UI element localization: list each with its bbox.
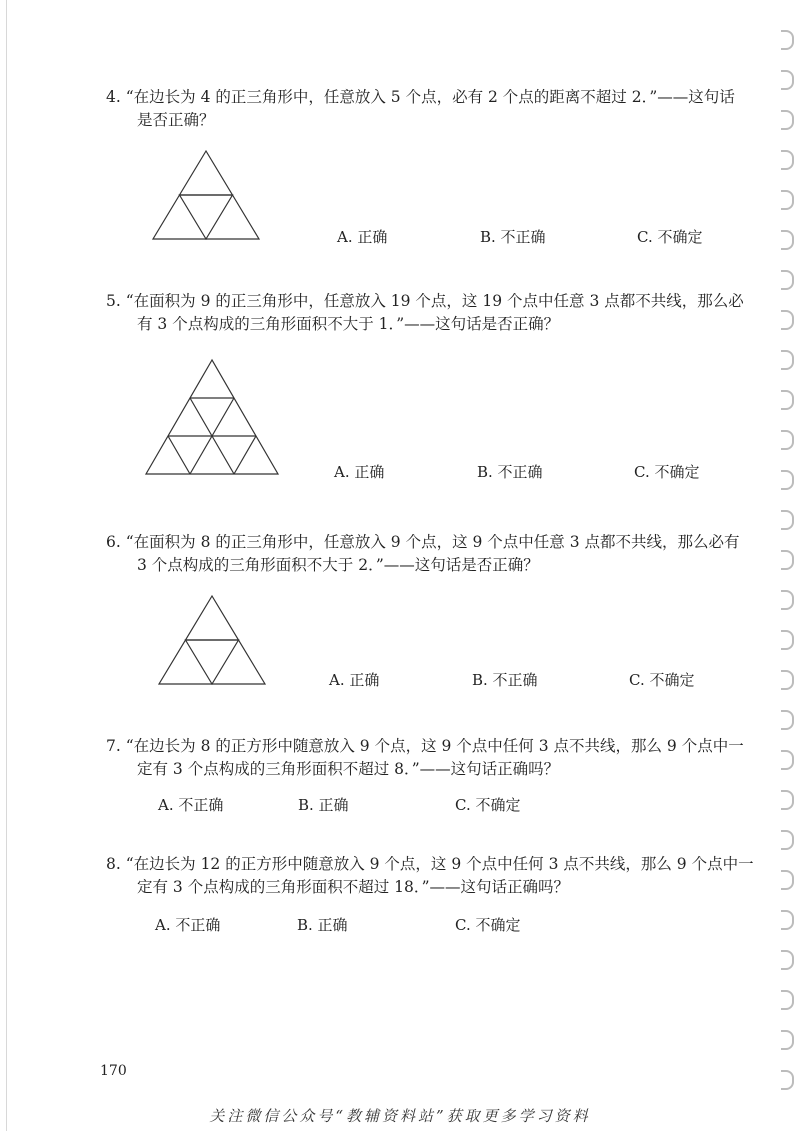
question-7-stem-line1: 7. “在边长为 8 的正方形中随意放入 9 个点，这 9 个点中任何 3 点不共线，那么 9 个点中一 bbox=[106, 737, 744, 755]
question-4-option-c[interactable]: C. 不确定 bbox=[637, 228, 703, 246]
question-6-stem-line1: 6. “在面积为 8 的正三角形中，任意放入 9 个点，这 9 个点中任意 3 点都不共线，那么必有 bbox=[106, 533, 740, 551]
page-number: 170 bbox=[100, 1063, 127, 1079]
spiral-binding-rings bbox=[760, 20, 800, 1120]
question-8-stem-line1: 8. “在边长为 12 的正方形中随意放入 9 个点，这 9 个点中任何 3 点不共线，那么 9 个点中一 bbox=[106, 855, 754, 873]
question-5-triangle-figure bbox=[143, 357, 281, 477]
question-7-option-a[interactable]: A. 不正确 bbox=[158, 796, 224, 814]
question-6-option-b[interactable]: B. 不正确 bbox=[472, 671, 538, 689]
question-6-stem-line2: 3 个点构成的三角形面积不大于 2．”——这句话是否正确？ bbox=[137, 556, 539, 574]
page-edge bbox=[6, 0, 7, 1131]
question-4-triangle-figure bbox=[150, 148, 262, 242]
question-4-option-a[interactable]: A. 正确 bbox=[337, 228, 388, 246]
question-5-option-a[interactable]: A. 正确 bbox=[334, 463, 385, 481]
footer-watermark-text: 关注微信公众号“教辅资料站”获取更多学习资料 bbox=[209, 1107, 591, 1125]
question-6-option-c[interactable]: C. 不确定 bbox=[629, 671, 695, 689]
question-6-triangle-figure bbox=[156, 593, 268, 687]
question-8-option-b[interactable]: B. 正确 bbox=[297, 916, 348, 934]
question-8-option-a[interactable]: A. 不正确 bbox=[155, 916, 221, 934]
question-7-stem-line2: 定有 3 个点构成的三角形面积不超过 8．”——这句话正确吗？ bbox=[137, 760, 560, 778]
question-8-stem-line2: 定有 3 个点构成的三角形面积不超过 18．”——这句话正确吗？ bbox=[137, 878, 570, 896]
question-4-stem-line1: 4. “在边长为 4 的正三角形中，任意放入 5 个点，必有 2 个点的距离不超过 2．”——这句话 bbox=[106, 88, 735, 106]
question-7-option-b[interactable]: B. 正确 bbox=[298, 796, 349, 814]
question-6-option-a[interactable]: A. 正确 bbox=[329, 671, 380, 689]
question-5-stem-line2: 有 3 个点构成的三角形面积不大于 1．”——这句话是否正确？ bbox=[137, 315, 560, 333]
question-5-option-b[interactable]: B. 不正确 bbox=[477, 463, 543, 481]
question-4-option-b[interactable]: B. 不正确 bbox=[480, 228, 546, 246]
question-7-option-c[interactable]: C. 不确定 bbox=[455, 796, 521, 814]
question-8-option-c[interactable]: C. 不确定 bbox=[455, 916, 521, 934]
question-5-stem-line1: 5. “在面积为 9 的正三角形中，任意放入 19 个点，这 19 个点中任意 3 点都不共线，那么必 bbox=[106, 292, 744, 310]
question-5-option-c[interactable]: C. 不确定 bbox=[634, 463, 700, 481]
question-4-stem-line2: 是否正确？ bbox=[137, 111, 215, 129]
